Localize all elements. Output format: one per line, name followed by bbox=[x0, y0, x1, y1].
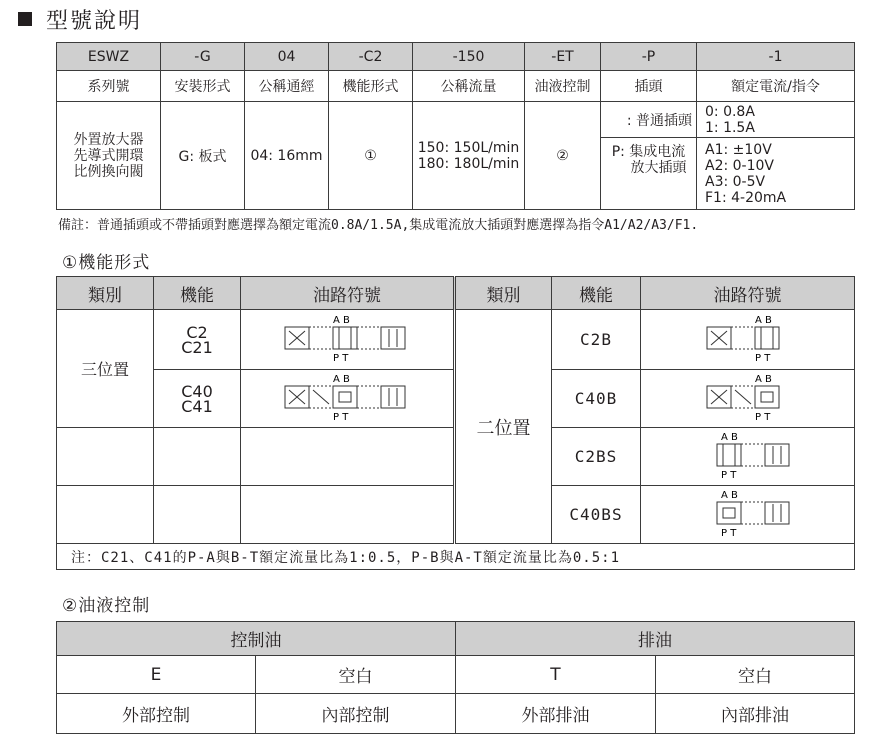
header-current: 額定電流/指令 bbox=[697, 71, 855, 102]
header-function: 機能形式 bbox=[329, 71, 413, 102]
desc-internal-control: 內部控制 bbox=[256, 694, 456, 734]
code-plug: -P bbox=[601, 43, 697, 71]
current-line: A2: 0-10V bbox=[705, 157, 775, 174]
valve-symbol-c40 bbox=[281, 372, 413, 426]
series-cell bbox=[57, 102, 161, 210]
code-flow: -150 bbox=[413, 43, 525, 71]
desc-internal-drain: 內部排油 bbox=[656, 694, 855, 734]
symbol-cell-c40b bbox=[641, 370, 855, 428]
valve-symbol-c40bs bbox=[703, 488, 793, 542]
category-two-position: 二位置 bbox=[455, 310, 552, 544]
code-function: -C2 bbox=[329, 43, 413, 71]
empty-function-cell bbox=[154, 428, 241, 486]
header-plug: 插頭 bbox=[601, 71, 697, 102]
function-c40 bbox=[154, 370, 241, 428]
header-series: 系列號 bbox=[57, 71, 161, 102]
function-c40bs: C40BS bbox=[552, 486, 641, 544]
series-line: 比例換向閥 bbox=[73, 163, 144, 180]
symbol-cell-c40bs bbox=[641, 486, 855, 544]
port-label-ab: A B bbox=[333, 373, 350, 385]
port-label-pt: P T bbox=[333, 411, 349, 423]
function-c2b: C2B bbox=[552, 310, 641, 370]
port-label-pt: P T bbox=[333, 352, 349, 364]
symbol-cell-c2bs bbox=[641, 428, 855, 486]
header-oil: 油液控制 bbox=[525, 71, 601, 102]
port-label-pt: P T bbox=[720, 527, 736, 539]
symbol-cell-c2 bbox=[241, 310, 455, 370]
oil-ref-cell: ② bbox=[525, 102, 601, 210]
function-note: 注：C21、C41的P-A與B-T額定流量比為1:0.5，P-B與A-T額定流量比為0.5:1 bbox=[57, 544, 855, 570]
current-a-cell bbox=[697, 102, 855, 138]
header-symbol-left: 油路符號 bbox=[241, 277, 455, 310]
current-b-cell bbox=[697, 138, 855, 210]
function-c2 bbox=[154, 310, 241, 370]
header-flow: 公稱流量 bbox=[413, 71, 525, 102]
valve-symbol-c2 bbox=[281, 313, 413, 367]
port-label-pt: P T bbox=[754, 411, 770, 423]
title-square-icon bbox=[18, 12, 32, 26]
port-label-ab: A B bbox=[754, 314, 772, 326]
model-code-table bbox=[56, 42, 855, 210]
symbol-cell-c40 bbox=[241, 370, 455, 428]
header-function-right: 機能 bbox=[552, 277, 641, 310]
plug-integrated-cell bbox=[601, 138, 697, 210]
code-current: -1 bbox=[697, 43, 855, 71]
empty-symbol-cell bbox=[241, 428, 455, 486]
code-blank-control: 空白 bbox=[256, 656, 456, 694]
header-drain-oil: 排油 bbox=[456, 622, 855, 656]
mount-cell: G: 板式 bbox=[161, 102, 245, 210]
plug-line: P: 集成电流 bbox=[611, 144, 686, 160]
plug-line: 放大插頭 bbox=[630, 160, 687, 176]
function-line: C41 bbox=[181, 396, 213, 416]
port-label-pt: P T bbox=[720, 469, 736, 481]
page-title: 型號說明 bbox=[46, 9, 143, 34]
flow-line: 180: 180L/min bbox=[417, 155, 520, 172]
port-label-ab: A B bbox=[333, 314, 350, 326]
header-function-left: 機能 bbox=[154, 277, 241, 310]
header-category-left: 類別 bbox=[57, 277, 154, 310]
code-e: E bbox=[57, 656, 256, 694]
desc-external-drain: 外部排油 bbox=[456, 694, 656, 734]
code-oil: -ET bbox=[525, 43, 601, 71]
port-label-ab: A B bbox=[720, 431, 738, 443]
empty-function-cell bbox=[154, 486, 241, 544]
valve-symbol-c2b bbox=[703, 313, 793, 367]
empty-category-cell bbox=[57, 428, 154, 486]
remark: 備註：普通插頭或不帶插頭對應選擇為額定電流0.8A/1.5A,集成電流放大插頭對應選擇為指令A1/A2/A3/F1. bbox=[58, 218, 699, 233]
port-label-ab: A B bbox=[754, 373, 772, 385]
category-three-position: 三位置 bbox=[57, 310, 154, 428]
header-category-right: 類別 bbox=[455, 277, 552, 310]
empty-symbol-cell bbox=[241, 486, 455, 544]
code-blank-drain: 空白 bbox=[656, 656, 855, 694]
oil-control-table bbox=[56, 621, 855, 734]
valve-symbol-c2bs bbox=[703, 430, 793, 484]
code-mount: -G bbox=[161, 43, 245, 71]
function-line: C21 bbox=[181, 337, 213, 357]
port-label-ab: A B bbox=[720, 489, 738, 501]
code-bore: 04 bbox=[245, 43, 329, 71]
function-line: C2 bbox=[186, 322, 208, 342]
current-line: A1: ±10V bbox=[705, 141, 772, 158]
function-c2bs: C2BS bbox=[552, 428, 641, 486]
symbol-cell-c2b bbox=[641, 310, 855, 370]
series-line: 外置放大器 bbox=[73, 131, 144, 148]
function-c40b: C40B bbox=[552, 370, 641, 428]
header-control-oil: 控制油 bbox=[57, 622, 456, 656]
flow-line: 150: 150L/min bbox=[417, 139, 520, 156]
empty-category-cell bbox=[57, 486, 154, 544]
header-mount: 安裝形式 bbox=[161, 71, 245, 102]
flow-cell bbox=[413, 102, 525, 210]
port-label-pt: P T bbox=[754, 352, 770, 364]
function-section-title: ①機能形式 bbox=[62, 253, 151, 273]
function-line: C40 bbox=[181, 381, 213, 401]
valve-symbol-c40b bbox=[703, 372, 793, 426]
function-table bbox=[56, 276, 855, 570]
plug-normal-cell: : 普通插頭 bbox=[601, 102, 697, 138]
current-line: A3: 0-5V bbox=[705, 173, 766, 190]
code-series: ESWZ bbox=[57, 43, 161, 71]
current-line: 1: 1.5A bbox=[705, 119, 755, 136]
header-bore: 公稱通經 bbox=[245, 71, 329, 102]
code-t: T bbox=[456, 656, 656, 694]
header-symbol-right: 油路符號 bbox=[641, 277, 855, 310]
current-line: 0: 0.8A bbox=[705, 103, 755, 120]
function-ref-cell: ① bbox=[329, 102, 413, 210]
series-line: 先導式開環 bbox=[73, 147, 144, 164]
oil-section-title: ②油液控制 bbox=[62, 596, 151, 616]
bore-cell: 04: 16mm bbox=[245, 102, 329, 210]
current-line: F1: 4-20mA bbox=[705, 189, 787, 206]
desc-external-control: 外部控制 bbox=[57, 694, 256, 734]
